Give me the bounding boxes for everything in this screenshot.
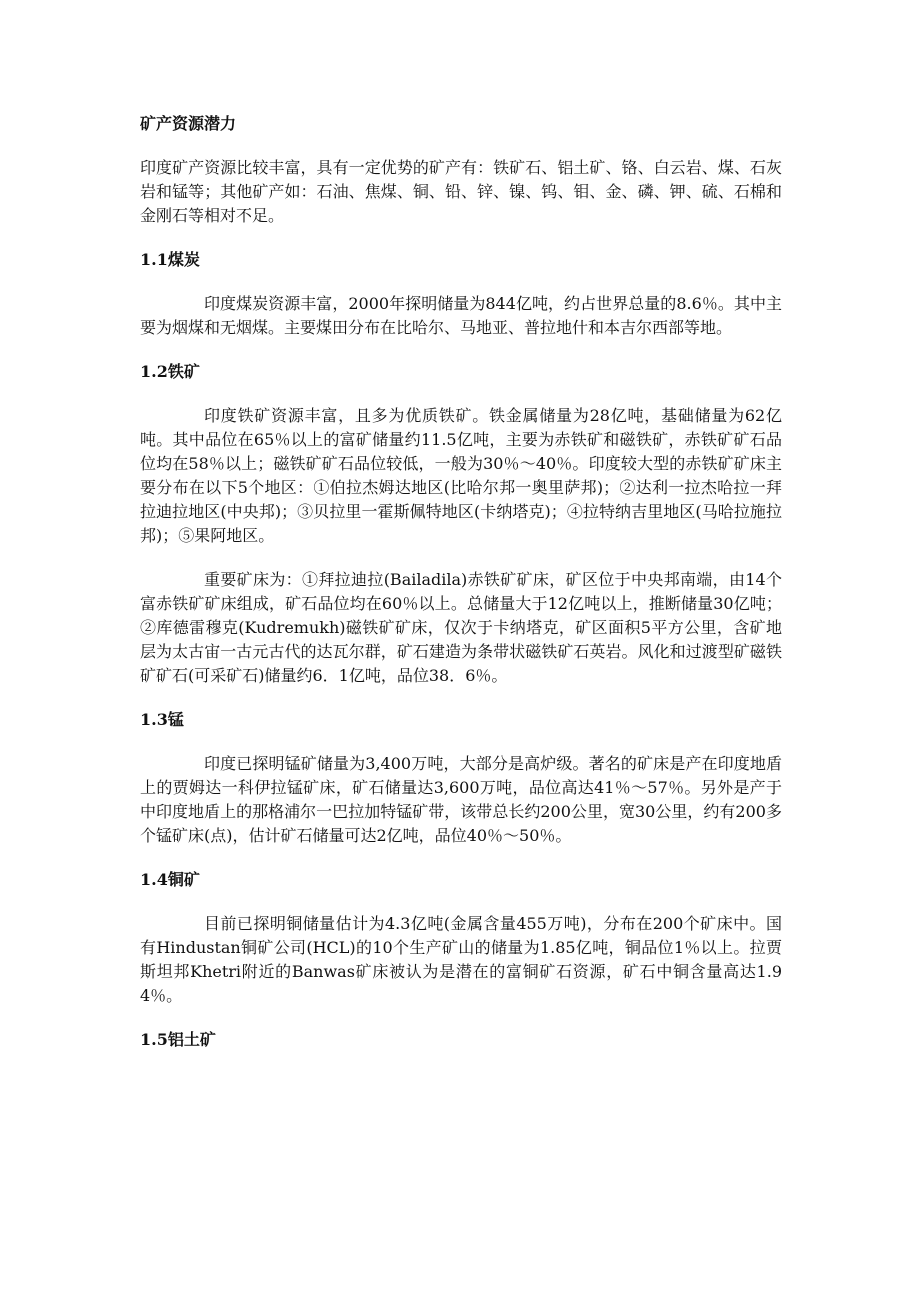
intro-paragraph: 印度矿产资源比较丰富，具有一定优势的矿产有：铁矿石、铝土矿、铬、白云岩、煤、石灰岩和锰等；其他矿产如：石油、焦煤、铜、铅、锌、镍、钨、钼、金、磷、钾、硫、石棉和金刚石等相对不足。 bbox=[140, 158, 782, 225]
coal-paragraph: 印度煤炭资源丰富，2000年探明储量为844亿吨，约占世界总量的8.6％。其中主要为烟煤和无烟煤。主要煤田分布在比哈尔、马地亚、普拉地什和本吉尔西部等地。 bbox=[140, 294, 782, 337]
section-heading-manganese: 1.3锰 bbox=[140, 710, 184, 729]
manganese-paragraph: 印度已探明锰矿储量为3,400万吨，大部分是高炉级。著名的矿床是产在印度地盾上的贾姆达一科伊拉锰矿床，矿石储量达3,600万吨，品位高达41％～57％。另外是产于中印度地盾上的那格浦尔一巴拉加特锰矿带，该带总长约200公里，宽30公里，约有200多个锰矿床(点)，估计矿石储量可达2亿吨，品位40％～50％。 bbox=[140, 754, 782, 845]
copper-paragraph: 目前已探明铜储量估计为4.3亿吨(金属含量455万吨)，分布在200个矿床中。国有Hindustan铜矿公司(HCL)的10个生产矿山的储量为1.85亿吨，铜品位1％以上。拉贾斯坦邦Khetri附近的Banwas矿床被认为是潜在的富铜矿石资源，矿石中铜含量高达1.94％。 bbox=[140, 914, 782, 1005]
iron-paragraph-2: 重要矿床为：①拜拉迪拉(Bailadila)赤铁矿矿床，矿区位于中央邦南端，由14个富赤铁矿矿床组成，矿石品位均在60％以上。总储量大于12亿吨以上，推断储量30亿吨；②库德雷穆克(Kudremukh)磁铁矿矿床，仅次于卡纳塔克，矿区面积5平方公里，含矿地层为太古宙一古元古代的达瓦尔群，矿石建造为条带状磁铁矿石英岩。风化和过渡型矿磁铁矿矿石(可采矿石)储量约6．1亿吨，品位38．6％。 bbox=[140, 570, 782, 685]
section-heading-coal: 1.1煤炭 bbox=[140, 250, 200, 269]
iron-paragraph-1: 印度铁矿资源丰富，且多为优质铁矿。铁金属储量为28亿吨，基础储量为62亿吨。其中品位在65％以上的富矿储量约11.5亿吨，主要为赤铁矿和磁铁矿，赤铁矿矿石品位均在58％以上；磁铁矿矿石品位较低，一般为30％～40％。印度较大型的赤铁矿矿床主要分布在以下5个地区：①伯拉杰姆达地区(比哈尔邦一奥里萨邦)；②达利一拉杰哈拉一拜拉迪拉地区(中央邦)；③贝拉里一霍斯佩特地区(卡纳塔克)；④拉特纳吉里地区(马哈拉施拉邦)；⑤果阿地区。 bbox=[140, 406, 782, 545]
section-heading-copper: 1.4铜矿 bbox=[140, 870, 200, 889]
document-page bbox=[140, 112, 782, 1052]
section-heading-iron: 1.2铁矿 bbox=[140, 362, 200, 381]
document-title: 矿产资源潜力 bbox=[140, 114, 237, 133]
section-heading-bauxite: 1.5铝土矿 bbox=[140, 1030, 216, 1049]
